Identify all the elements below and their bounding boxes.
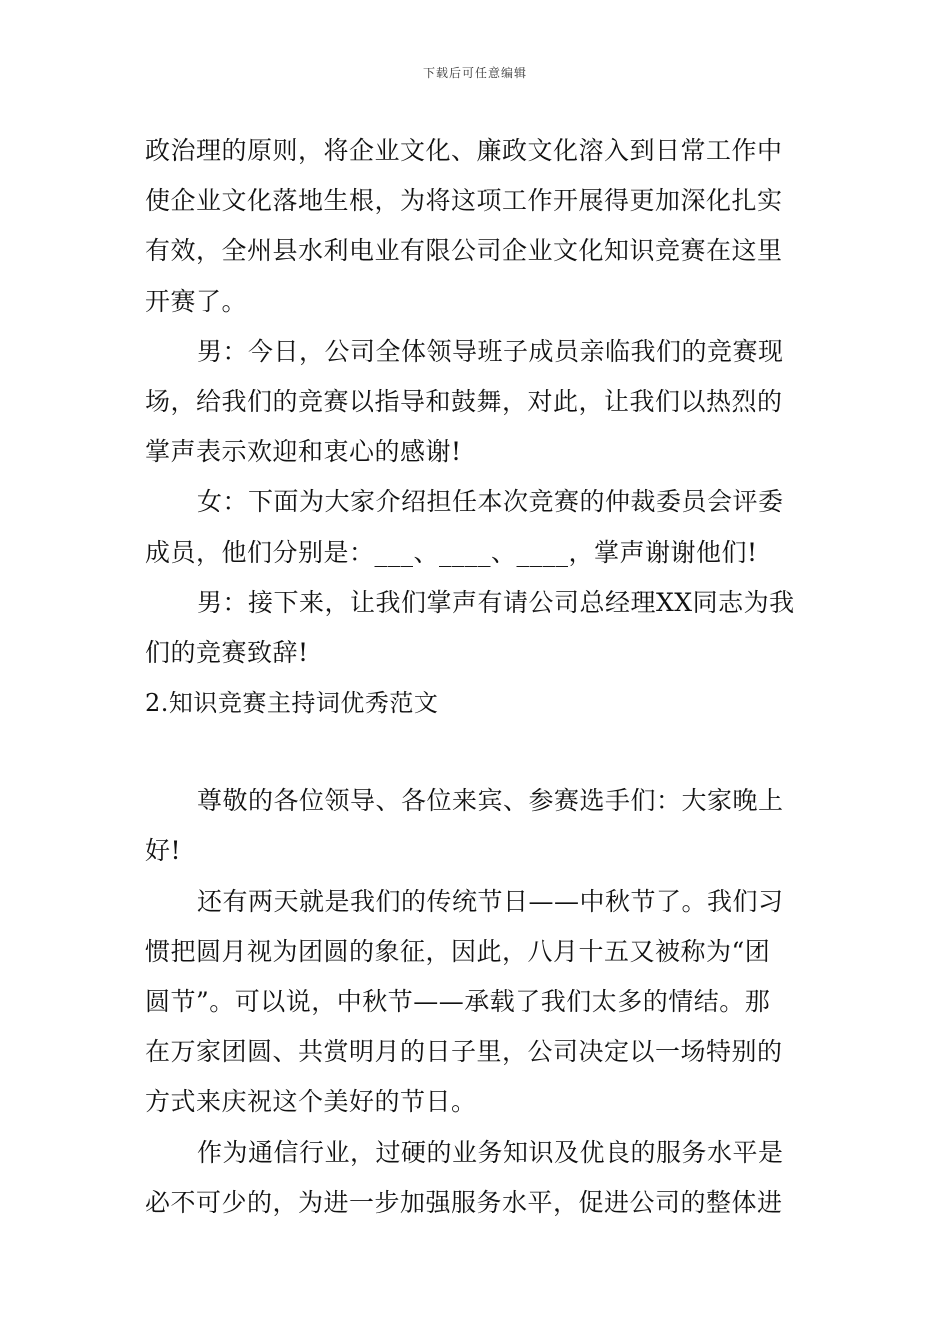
text-line: 男：接下来，让我们掌声有请公司总经理XX同志为我 [197,587,795,617]
page-header-note: 下载后可任意编辑 [422,66,527,80]
text-line: 成员，他们分别是：___、____、____，掌声谢谢他们! [145,537,758,567]
text-line: 场，给我们的竞赛以指导和鼓舞，对此，让我们以热烈的 [145,386,783,416]
text-line: 开赛了。 [145,286,248,316]
text-line: 男：今日，公司全体领导班子成员亲临我们的竞赛现 [197,336,784,366]
text-line: 掌声表示欢迎和衷心的感谢! [145,437,462,467]
text-line: 方式来庆祝这个美好的节日。 [145,1087,477,1117]
document-body [145,126,809,1228]
text-line: 使企业文化落地生根，为将这项工作开展得更加深化扎实 [145,186,783,216]
text-line: 有效，全州县水利电业有限公司企业文化知识竞赛在这里 [145,236,783,266]
text-line: 在万家团圆、共赏明月的日子里，公司决定以一场特别的 [145,1037,783,1067]
text-line: 好! [145,836,182,866]
text-line: 还有两天就是我们的传统节日——中秋节了。我们习 [197,886,784,916]
text-line: 圆节”。可以说，中秋节——承载了我们太多的情结。那 [145,987,771,1016]
text-line: 惯把圆月视为团圆的象征，因此，八月十五又被称为“团 [145,936,771,966]
text-line: 们的竞赛致辞! [145,637,309,667]
text-line: 作为通信行业，过硬的业务知识及优良的服务水平是 [197,1137,784,1167]
section-heading: 2.知识竞赛主持词优秀范文 [145,689,439,718]
text-line: 必不可少的，为进一步加强服务水平，促进公司的整体进 [145,1187,783,1217]
blank-spacer [145,728,809,776]
text-line: 女：下面为大家介绍担任本次竞赛的仲裁委员会评委 [197,487,784,517]
text-line: 政治理的原则，将企业文化、廉政文化溶入到日常工作中 [145,136,783,165]
text-line: 尊敬的各位领导、各位来宾、参赛选手们：大家晚上 [197,786,784,816]
